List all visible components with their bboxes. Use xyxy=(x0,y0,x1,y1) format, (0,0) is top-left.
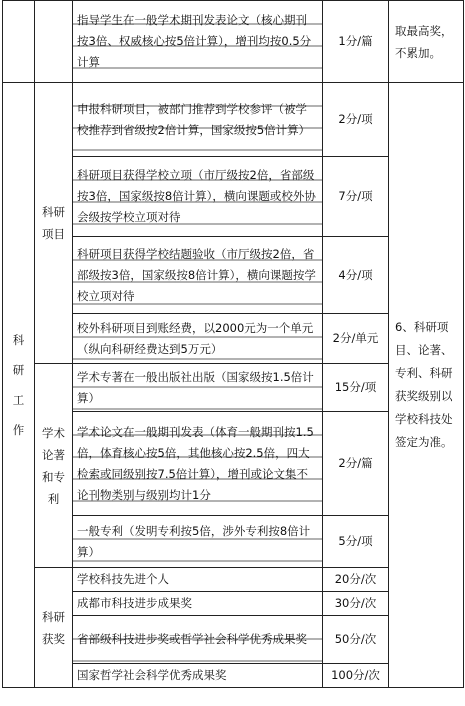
group-label-line: 和专 xyxy=(42,469,65,484)
item-score: 4分/项 xyxy=(323,237,389,314)
item-description: 省部级科技进步奖或哲学社会科学优秀成果奖 xyxy=(73,616,323,664)
item-description: 国家哲学社会科学优秀成果奖 xyxy=(73,664,323,688)
item-score: 50分/次 xyxy=(323,616,389,664)
item-description: 科研项目获得学校结题验收（市厅级按2倍，省部级按3倍，国家级按8倍计算），横向课题按学校立项对待 xyxy=(73,237,323,314)
category-char: 工 xyxy=(12,393,25,407)
item-score: 2分/篇 xyxy=(323,412,389,516)
item-score: 5分/项 xyxy=(323,516,389,568)
table-row xyxy=(3,83,464,157)
item-description: 指导学生在一般学术期刊发表论文（核心期刊按3倍、权威核心按5倍计算），增刊均按0.5分计算 xyxy=(73,1,323,83)
item-score: 2分/项 xyxy=(323,83,389,157)
group-label-line: 论著 xyxy=(42,447,65,462)
item-description: 成都市科技进步成果奖 xyxy=(73,592,323,616)
item-score: 2分/单元 xyxy=(323,314,389,364)
group-cell-writing xyxy=(35,364,73,568)
group-label-line: 项目 xyxy=(42,227,65,241)
item-score: 1分/篇 xyxy=(323,1,389,83)
category-cell-empty xyxy=(3,1,35,83)
item-description: 学校科技先进个人 xyxy=(73,568,323,592)
item-description: 申报科研项目，被部门推荐到学校参评（被学校推荐到省级按2倍计算，国家级按5倍计算） xyxy=(73,83,323,157)
item-score: 15分/项 xyxy=(323,364,389,412)
group-cell-award xyxy=(35,568,73,688)
group-label-line: 科研 xyxy=(42,609,65,624)
category-char: 研 xyxy=(12,363,25,377)
table-row xyxy=(3,1,464,83)
item-description: 学术专著在一般出版社出版（国家级按1.5倍计算） xyxy=(73,364,323,412)
item-score: 100分/次 xyxy=(323,664,389,688)
item-description: 校外科研项目到账经费，以2000元为一个单元（纵向科研经费达到5万元） xyxy=(73,314,323,364)
note-main: 6、科研项目、论著、专利、科研获奖级别以学校科技处签定为准。 xyxy=(389,83,464,688)
category-char: 科 xyxy=(12,333,25,347)
item-score: 30分/次 xyxy=(323,592,389,616)
item-description: 一般专利（发明专利按5倍，涉外专利按8倍计算） xyxy=(73,516,323,568)
note-top: 取最高奖，不累加。 xyxy=(389,1,464,83)
group-label-line: 科研 xyxy=(42,205,65,219)
item-description: 学术论文在一般期刊发表（体育一般期刊按1.5倍，体育核心按5倍，其他核心按2.5倍，四大检索或同级别按7.5倍计算），增刊或论文集不论刊物类别与级别均计1分 xyxy=(73,412,323,516)
group-label-line: 获奖 xyxy=(42,631,65,646)
item-score: 20分/次 xyxy=(323,568,389,592)
category-char: 作 xyxy=(12,423,25,437)
group-label-line: 学术 xyxy=(42,425,65,440)
scoring-table xyxy=(2,0,464,688)
item-description: 科研项目获得学校立项（市厅级按2倍，省部级按3倍，国家级按8倍计算），横向课题或校外协会级按学校立项对待 xyxy=(73,157,323,237)
item-score: 7分/项 xyxy=(323,157,389,237)
group-label-line: 利 xyxy=(47,491,60,506)
group-cell-project xyxy=(35,83,73,364)
group-cell-empty xyxy=(35,1,73,83)
category-cell xyxy=(3,83,35,688)
